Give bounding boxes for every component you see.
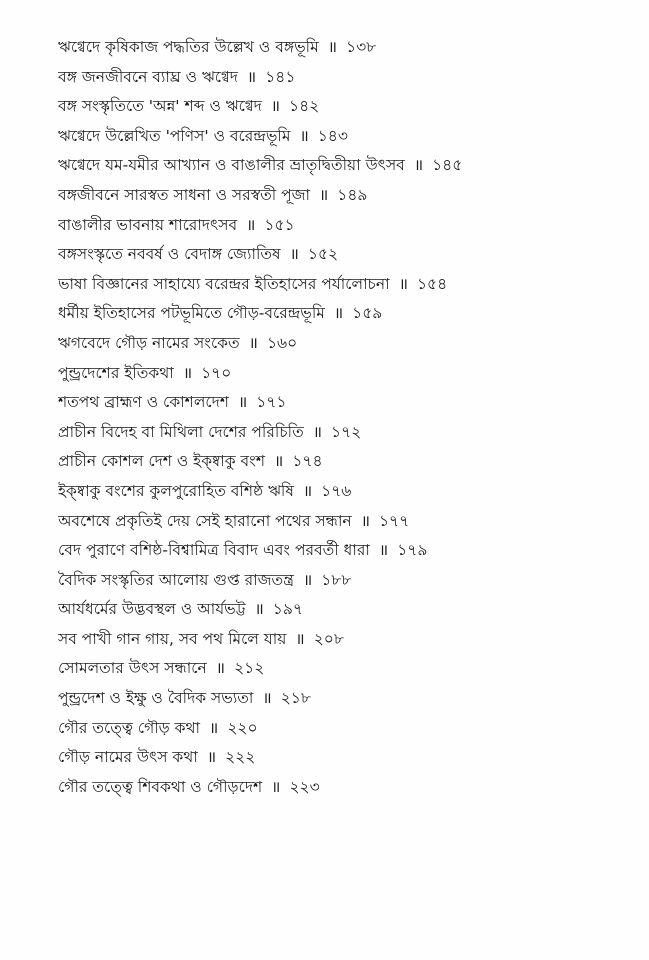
entry-page-number: ১৪২ — [289, 97, 320, 116]
toc-entry — [58, 714, 628, 744]
entry-separator: ॥ — [254, 600, 264, 619]
toc-entry — [58, 447, 628, 477]
entry-page-number: ১৭২ — [331, 422, 362, 441]
toc-entry — [58, 566, 628, 596]
toc-entry — [58, 507, 628, 537]
entry-separator: ॥ — [413, 156, 424, 175]
entry-title: গৌড় নামের উৎস কথা — [58, 748, 198, 767]
entry-separator: ॥ — [215, 659, 226, 678]
entry-page-number: ১৭০ — [201, 363, 232, 382]
toc-entry — [58, 536, 628, 566]
entry-title: বেদ পুরাণে বশিষ্ঠ-বিশ্বামিত্র বিবাদ এবং পরবর্তী ধারা — [58, 541, 370, 560]
entry-title: ঋগবেদে গৌড় নামের সংকেত — [58, 333, 240, 352]
toc-entry — [58, 211, 628, 241]
entry-page-number: ১৩৮ — [346, 38, 377, 56]
entry-separator: ॥ — [206, 748, 217, 767]
entry-title: প্রাচীন বিদেহ বা মিথিলা দেশের পরিচিতি — [58, 422, 304, 441]
entry-title: পুন্ড্রদেশের ইতিকথা — [58, 363, 174, 382]
entry-page-number: ১৫৯ — [352, 304, 383, 323]
entry-title: বঙ্গ জনজীবনে ব্যাঘ্র ও ঋগ্বেদ — [58, 67, 238, 86]
toc-entry — [58, 270, 628, 300]
entry-separator: ॥ — [295, 629, 305, 648]
entry-page-number: ১৬০ — [266, 333, 298, 352]
entry-title: পুন্ড্রদেশ ও ইক্ষু ও বৈদিক সভ্যতা — [58, 689, 254, 708]
entry-separator: ॥ — [302, 481, 313, 500]
entry-page-number: ১৪১ — [265, 67, 296, 86]
entry-title: আর্যধর্মের উদ্ভবস্থল ও আর্যভট্ট — [58, 600, 246, 619]
entry-separator: ॥ — [398, 274, 408, 293]
toc-entry — [58, 33, 628, 63]
entry-title: সোমলতার উৎস সন্ধানে — [58, 659, 207, 678]
entry-title: সব পাখী গান গায়, সব পথ মিলে যায় — [58, 629, 287, 648]
entry-title: ভাষা বিজ্ঞানের সাহায্যে বরেন্দ্রর ইতিহাসের পর্যালোচনা — [58, 274, 390, 293]
entry-page-number: ১৫৪ — [416, 274, 448, 293]
toc-entry — [58, 595, 628, 625]
entry-page-number: ১৫২ — [307, 245, 339, 264]
entry-separator: ॥ — [312, 422, 323, 441]
entry-separator: ॥ — [246, 67, 257, 86]
entry-separator: ॥ — [360, 511, 370, 530]
entry-page-number: ২১৮ — [280, 689, 311, 708]
toc-entry — [58, 773, 628, 803]
entry-separator: ॥ — [209, 718, 219, 737]
entry-separator: ॥ — [270, 97, 281, 116]
entry-title: ঋগ্বেদে উল্লেখিত 'পণিস' ও বরেন্দ্রভূমি — [58, 126, 291, 145]
entry-separator: ॥ — [327, 38, 338, 56]
entry-title: বঙ্গ সংস্কৃতিতে 'অন্ন' শব্দ ও ঋগ্বেদ — [58, 97, 262, 116]
entry-title: গৌর তত্ত্বে গৌড় কথা — [58, 718, 201, 737]
toc-entry — [58, 92, 628, 122]
toc-entry — [58, 388, 628, 418]
toc-entry — [58, 684, 628, 714]
entry-separator: ॥ — [299, 126, 309, 145]
entry-title: শতপথ ব্রাহ্মণ ও কোশলদেশ — [58, 393, 229, 412]
entry-page-number: ২২৩ — [289, 777, 320, 796]
entry-separator: ॥ — [262, 689, 272, 708]
entry-page-number: ১৪৯ — [337, 185, 368, 204]
entry-page-number: ১৭৪ — [292, 452, 323, 471]
entry-page-number: ১৮৮ — [321, 570, 352, 589]
entry-title: প্রাচীন কোশল দেশ ও ইক্ষ্বাকু বংশ — [58, 452, 266, 471]
entry-page-number: ১৯৭ — [272, 600, 303, 619]
entry-page-number: ১৭৭ — [379, 511, 410, 530]
entry-separator: ॥ — [271, 777, 281, 796]
table-of-contents — [58, 33, 628, 802]
entry-title: বঙ্গসংস্কৃতে নববর্ষ ও বেদাঙ্গ জ্যোতিষ — [58, 245, 281, 264]
entry-separator: ॥ — [246, 215, 256, 234]
entry-separator: ॥ — [319, 185, 329, 204]
toc-entry — [58, 181, 628, 211]
entry-page-number: ২০৮ — [313, 629, 344, 648]
entry-separator: ॥ — [274, 452, 284, 471]
entry-title: অবশেষে প্রকৃতিই দেয় সেই হারানো পথের সন্ধান — [58, 511, 352, 530]
toc-entry — [58, 240, 628, 270]
toc-entry — [58, 743, 628, 773]
entry-page-number: ২২০ — [227, 718, 258, 737]
toc-entry — [58, 299, 628, 329]
entry-separator: ॥ — [248, 333, 258, 352]
entry-separator: ॥ — [182, 363, 193, 382]
entry-separator: ॥ — [333, 304, 344, 323]
toc-entry — [58, 63, 628, 93]
toc-entry — [58, 122, 628, 152]
entry-page-number: ১৪৩ — [317, 126, 348, 145]
toc-entry — [58, 477, 628, 507]
entry-separator: ॥ — [378, 541, 389, 560]
entry-title: বঙ্গজীবনে সারস্বত সাধনা ও সরস্বতী পূজা — [58, 185, 310, 204]
toc-entry — [58, 359, 628, 389]
toc-entry — [58, 625, 628, 655]
entry-title: বৈদিক সংস্কৃতির আলোয় গুপ্ত রাজতন্ত্র — [58, 570, 294, 589]
entry-page-number: ১৪৫ — [432, 156, 463, 175]
entry-title: ঋগ্বেদে যম-যমীর আখ্যান ও বাঙালীর ভ্রাতৃদ্বিতীয়া উৎসব — [58, 156, 405, 175]
toc-entry — [58, 654, 628, 684]
entry-title: গৌর তত্ত্বে শিবকথা ও গৌড়দেশ — [58, 777, 263, 796]
entry-page-number: ১৫১ — [264, 215, 295, 234]
toc-entry — [58, 151, 628, 181]
entry-title: ইক্ষ্বাকু বংশের কুলপুরোহিত বশিষ্ঠ ঋষি — [58, 481, 294, 500]
entry-title: ধর্মীয় ইতিহাসের পটভূমিতে গৌড়-বরেন্দ্রভূমি — [58, 304, 325, 323]
toc-entry — [58, 329, 628, 359]
entry-separator: ॥ — [289, 245, 299, 264]
entry-title: বাঙালীর ভাবনায় শারোদৎসব — [58, 215, 238, 234]
entry-title: ঋগ্বেদে কৃষিকাজ পদ্ধতির উল্লেখ ও বঙ্গভূমি — [58, 38, 319, 56]
entry-separator: ॥ — [302, 570, 313, 589]
entry-page-number: ১৭৯ — [397, 541, 428, 560]
entry-page-number: ১৭১ — [256, 393, 287, 412]
entry-page-number: ২১২ — [234, 659, 265, 678]
toc-entry — [58, 418, 628, 448]
entry-separator: ॥ — [237, 393, 248, 412]
entry-page-number: ২২২ — [225, 748, 256, 767]
entry-page-number: ১৭৬ — [321, 481, 352, 500]
